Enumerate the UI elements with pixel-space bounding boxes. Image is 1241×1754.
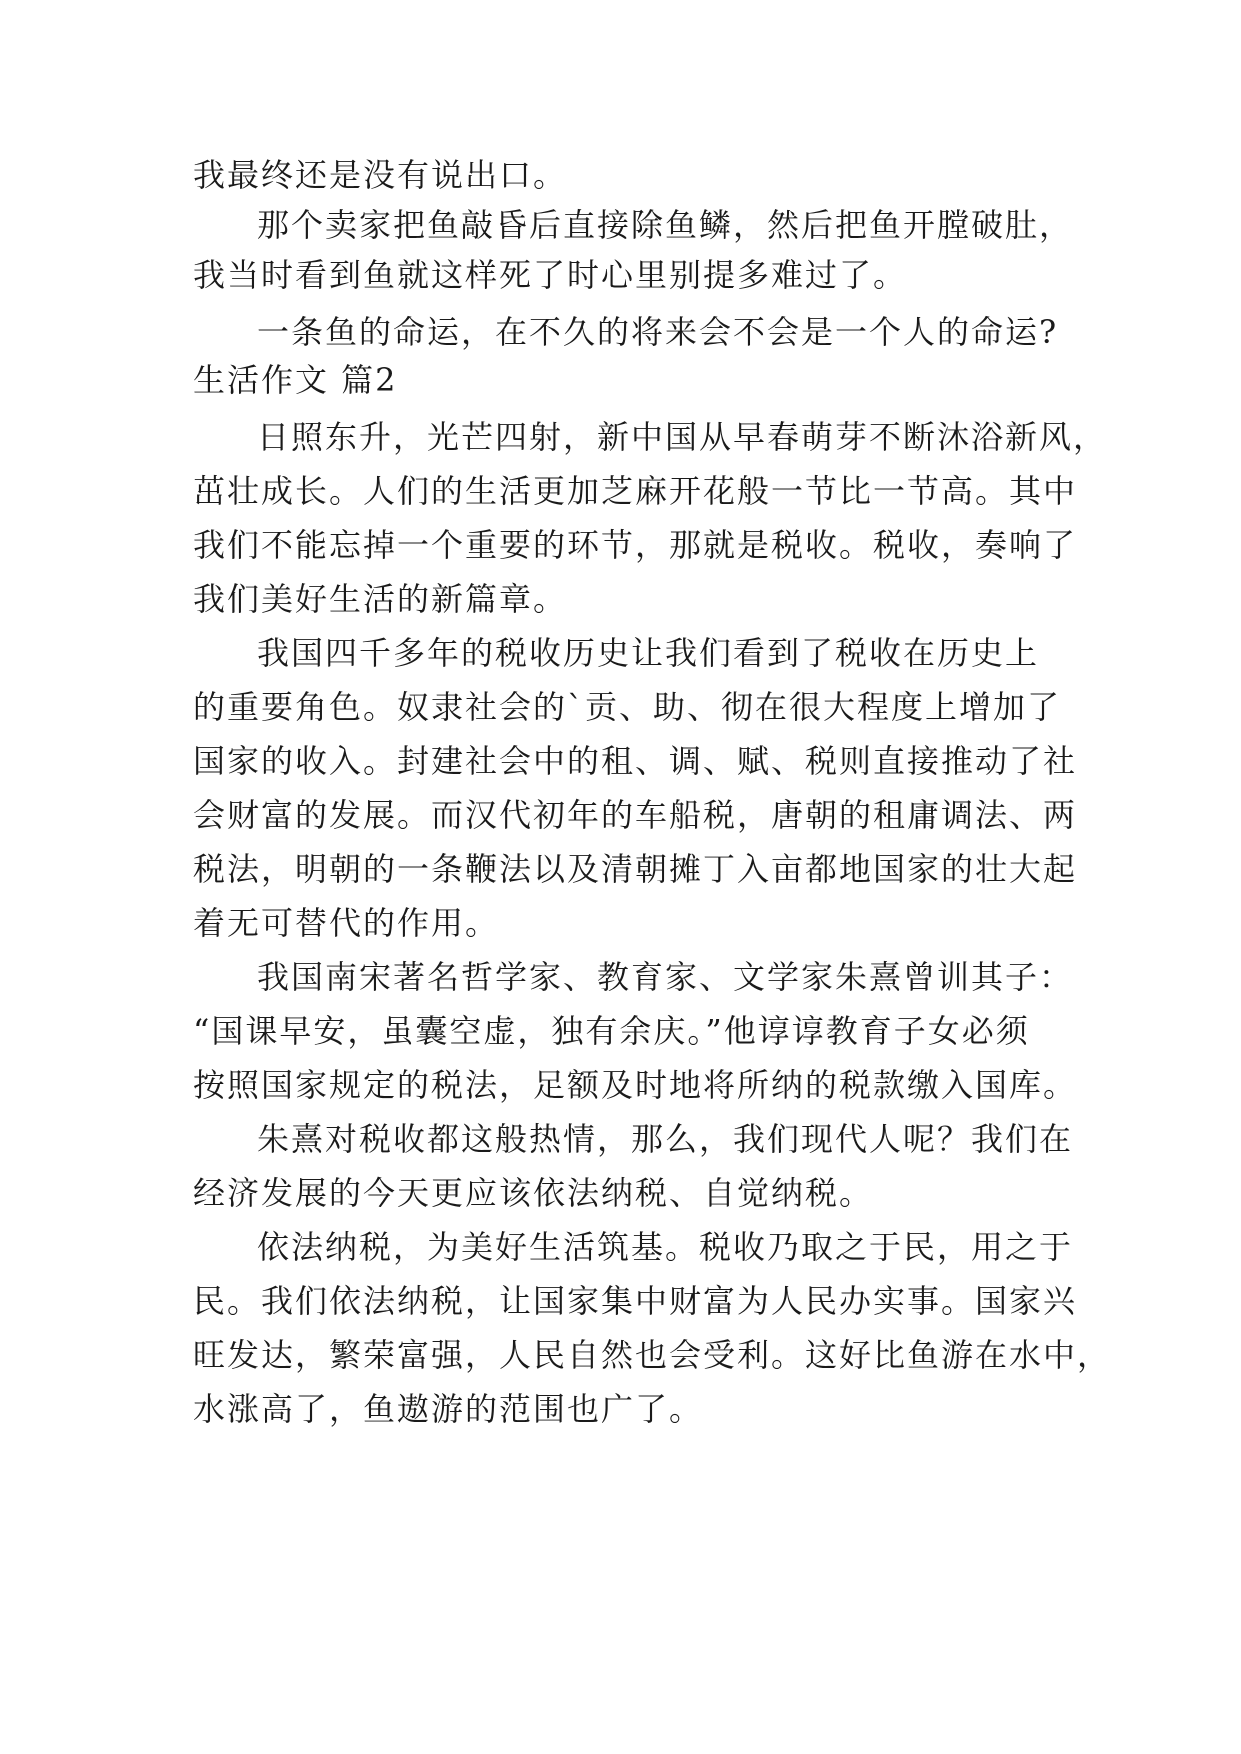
text-line: 按照国家规定的税法，足额及时地将所纳的税款缴入国库。 [193, 1066, 1078, 1104]
text-line: 税法，明朝的一条鞭法以及清朝摊丁入亩都地国家的壮大起 [193, 850, 1078, 888]
paragraph-start-line: 我国南宋著名哲学家、教育家、文学家朱熹曾训其子： [257, 958, 1074, 996]
text-line: 着无可替代的作用。 [193, 904, 500, 942]
text-line: 我们不能忘掉一个重要的环节，那就是税收。税收，奏响了 [193, 526, 1078, 564]
text-line: 的重要角色。奴隶社会的`贡、助、彻在很大程度上增加了 [193, 688, 1062, 726]
text-line: 茁壮成长。人们的生活更加芝麻开花般一节比一节高。其中 [193, 472, 1078, 510]
text-line: “国课早安，虽囊空虚，独有余庆。”他谆谆教育子女必须 [193, 1012, 1030, 1050]
section-heading: 生活作文 篇2 [193, 361, 398, 399]
paragraph-start-line: 依法纳税，为美好生活筑基。税收乃取之于民，用之于 [257, 1228, 1074, 1266]
paragraph-start-line: 一条鱼的命运，在不久的将来会不会是一个人的命运? [257, 313, 1059, 351]
text-line: 我们美好生活的新篇章。 [193, 580, 568, 618]
text-line: 经济发展的今天更应该依法纳税、自觉纳税。 [193, 1174, 874, 1212]
text-line: 旺发达，繁荣富强，人民自然也会受利。这好比鱼游在水中， [193, 1336, 1112, 1374]
text-line: 我当时看到鱼就这样死了时心里别提多难过了。 [193, 256, 908, 294]
paragraph-start-line: 日照东升，光芒四射，新中国从早春萌芽不断沐浴新风， [257, 418, 1108, 456]
text-line: 水涨高了，鱼遨游的范围也广了。 [193, 1390, 704, 1428]
paragraph-start-line: 我国四千多年的税收历史让我们看到了税收在历史上 [257, 634, 1040, 672]
text-line: 会财富的发展。而汉代初年的车船税，唐朝的租庸调法、两 [193, 796, 1078, 834]
text-line: 国家的收入。封建社会中的租、调、赋、税则直接推动了社 [193, 742, 1078, 780]
paragraph-start-line: 那个卖家把鱼敲昏后直接除鱼鳞，然后把鱼开膛破肚， [257, 206, 1074, 244]
text-line: 我最终还是没有说出口。 [193, 156, 568, 194]
paragraph-start-line: 朱熹对税收都这般热情，那么，我们现代人呢？我们在 [257, 1120, 1074, 1158]
text-line: 民。我们依法纳税，让国家集中财富为人民办实事。国家兴 [193, 1282, 1078, 1320]
